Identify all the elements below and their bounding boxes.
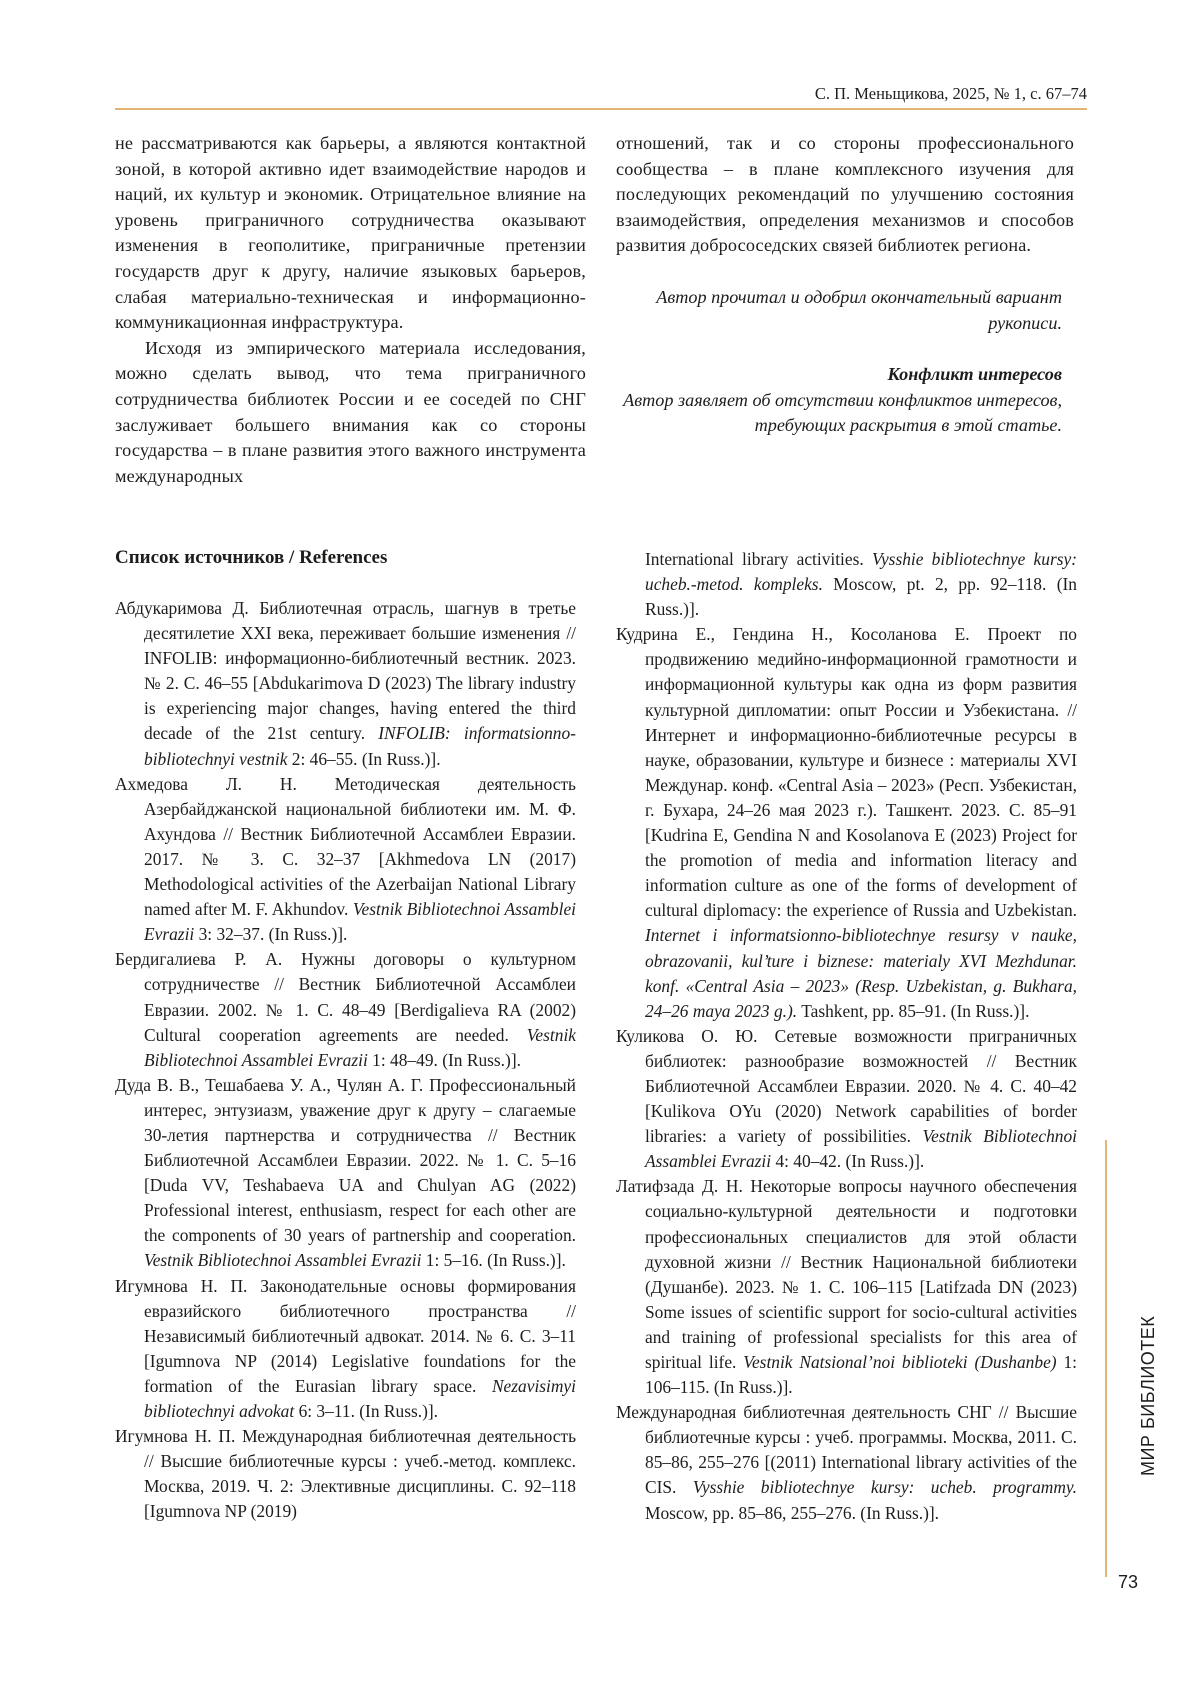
reference-text: Международная библиотечная деятельность СНГ // Высшие библиотечные курсы : учеб. программы. Москва, 2011. С. 85–86, 255–276 [(2011) International library activities of the CIS. xyxy=(616,1402,1077,1497)
body-paragraph: Исходя из эмпирического материала исследования, можно сделать вывод, что тема приграничного сотрудничества библиотек России и ее соседей по СНГ заслуживает большего внимания как со стороны государства – в плане развития этого важного инструмента международных xyxy=(115,336,586,490)
reference-tail: 6: 3–11. (In Russ.)]. xyxy=(299,1401,438,1421)
conflict-text: Автор заявляет об отсутствии конфликтов интересов, требующих раскрытия в этой статье. xyxy=(623,390,1062,436)
reference-entry xyxy=(115,596,576,772)
reference-journal: Vysshie bibliotechnye kursy: ucheb. programmy. xyxy=(693,1477,1077,1497)
reference-entry xyxy=(616,622,1077,1024)
reference-entry xyxy=(115,1424,576,1524)
reference-text: Бердигалиева Р. А. Нужны договоры о культурном сотрудничестве // Вестник Библиотечной Ассамблеи Евразии. 2002. № 1. С. 48–49 [Berdigalieva RA (2002) Cultural cooperation agreements are needed. xyxy=(115,949,576,1044)
reference-tail: 1: 5–16. (In Russ.)]. xyxy=(426,1250,566,1270)
reference-journal: Nezavisimyi bibliotechnyi advokat xyxy=(144,1376,576,1421)
reference-tail: 4: 40–42. (In Russ.)]. xyxy=(775,1151,924,1171)
reference-tail: 3: 32–37. (In Russ.)]. xyxy=(199,924,348,944)
reference-journal: Internet i informatsionno-bibliotechnye resursy v nauke, obrazovanii, kul’ture i biznese: materialy XVI Mezhdunar. konf. «Central Asia – 2023» (Resp. Uzbekistan, g. Bukhara, 24–26 maya 2023 g.). xyxy=(645,925,1077,1020)
running-header: С. П. Меньщикова, 2025, № 1, с. 67–74 xyxy=(115,84,1087,104)
reference-tail: 1: 48–49. (In Russ.)]. xyxy=(372,1050,521,1070)
reference-entry xyxy=(616,547,1077,622)
side-rule xyxy=(1105,1140,1107,1577)
body-right-column xyxy=(616,131,1074,439)
reference-text: Дуда В. В., Тешабаева У. А., Чулян А. Г. Профессиональный интерес, энтузиазм, уважение друг к другу – слагаемые 30-летия партнерства и сотрудничества // Вестник Библиотечной Ассамблеи Евразии. 2022. № 1. С. 5–16 [Duda VV, Teshabaeva UA and Chulyan AG (2022) Professional interest, enthusiasm, respect for each other are the components of 30 years of partnership and cooperation. xyxy=(115,1075,576,1246)
reference-text: Игумнова Н. П. Международная библиотечная деятельность // Высшие библиотечные курсы : учеб.-метод. комплекс. Москва, 2019. Ч. 2: Элективные дисциплины. С. 92–118 [Igumnova NP (2019) xyxy=(115,1426,576,1521)
references-left-column xyxy=(115,596,576,1524)
body-left-column xyxy=(115,131,586,489)
reference-entry xyxy=(115,947,576,1072)
reference-journal: Vestnik Bibliotechnoi Assamblei Evrazii xyxy=(144,1250,421,1270)
reference-journal: Vestnik Bibliotechnoi Assamblei Evrazii xyxy=(645,1126,1077,1171)
reference-entry xyxy=(616,1024,1077,1175)
reference-tail: Moscow, pp. 85–86, 255–276. (In Russ.)]. xyxy=(645,1503,939,1523)
reference-tail: Tashkent, pp. 85–91. (In Russ.)]. xyxy=(801,1001,1029,1021)
reference-entry xyxy=(616,1400,1077,1525)
reference-text: Игумнова Н. П. Законодательные основы формирования евразийского библиотечного пространства // Независимый библиотечный адвокат. 2014. № 6. С. 3–11 [Igumnova NP (2014) Legislative foundations for the formation of the Eurasian library space. xyxy=(115,1276,576,1396)
reference-journal: Vestnik Natsional’noi biblioteki (Dushanbe) xyxy=(743,1352,1056,1372)
conflict-title: Конфликт интересов xyxy=(888,364,1062,384)
reference-journal: Vysshie bibliotechnye kursy: ucheb.-metod. kompleks. xyxy=(645,549,1077,594)
reference-text: Кудрина Е., Гендина Н., Косоланова Е. Проект по продвижению медийно-информационной грамотности и информационной культуры как одна из форм развития культурной дипломатии: опыт России и Узбекистана. // Интернет и информационно-библиотечные ресурсы в науке, образовании, культуре и бизнесе : материалы XVI Междунар. конф. «Central Asia – 2023» (Респ. Узбекистан, г. Бухара, 24–26 мая 2023 г.). Ташкент. 2023. С. 85–91 [Kudrina E, Gendina N and Kosolanova E (2023) Project for the promotion of media and information literacy and information culture as one of the forms of development of cultural diplomacy: the experience of Russia and Uzbekistan. xyxy=(616,624,1077,920)
reference-entry xyxy=(115,1073,576,1274)
journal-title: МИР БИБЛИОТЕК xyxy=(1138,1316,1159,1476)
conflict-block xyxy=(616,362,1074,439)
header-rule xyxy=(115,108,1087,110)
body-paragraph: не рассматриваются как барьеры, а являются контактной зоной, в которой активно идет взаимодействие народов и наций, их культур и экономик. Отрицательное влияние на уровень приграничного сотрудничества оказывают изменения в геополитике, приграничные претензии государств друг к другу, наличие языковых барьеров, слабая материально-техническая и информационно-коммуникационная инфраструктура. xyxy=(115,131,586,336)
references-right-column xyxy=(616,547,1077,1526)
reference-tail: Moscow, pt. 2, pp. 92–118. (In Russ.)]. xyxy=(645,574,1077,619)
references-heading: Список источников / References xyxy=(115,547,387,569)
reference-journal: Vestnik Bibliotechnoi Assamblei Evrazii xyxy=(144,1025,576,1070)
reference-entry xyxy=(616,1174,1077,1400)
reference-journal: Vestnik Bibliotechnoi Assamblei Evrazii xyxy=(144,899,576,944)
page-number: 73 xyxy=(1118,1572,1138,1593)
reference-text: Куликова О. Ю. Сетевые возможности приграничных библиотек: разнообразие возможностей // Вестник Библиотечной Ассамблеи Евразии. 2020. № 4. С. 40–42 [Kulikova OYu (2020) Network capabilities of border libraries: a variety of possibilities. xyxy=(616,1026,1077,1146)
body-paragraph: отношений, так и со стороны профессионального сообщества – в плане комплексного изучения для последующих рекомендаций по улучшению состояния взаимодействия, определения механизмов и способов развития добрососедских связей библиотек региона. xyxy=(616,131,1074,259)
reference-tail: 2: 46–55. (In Russ.)]. xyxy=(292,749,441,769)
reference-tail: 1: 106–115. (In Russ.)]. xyxy=(645,1352,1077,1397)
reference-text: International library activities. xyxy=(645,549,864,569)
approval-note: Автор прочитал и одобрил окончательный вариант рукописи. xyxy=(616,285,1074,336)
reference-entry xyxy=(115,1274,576,1425)
reference-text: Абдукаримова Д. Библиотечная отрасль, шагнув в третье десятилетие XXI века, переживает большие изменения // INFOLIB: информационно-библиотечный вестник. 2023. № 2. С. 46–55 [Abdukarimova D (2023) The library industry is experiencing major changes, having entered the third decade of the 21st century. xyxy=(115,598,576,743)
reference-text: Ахмедова Л. Н. Методическая деятельность Азербайджанской национальной библиотеки им. М. Ф. Ахундова // Вестник Библиотечной Ассамблеи Евразии. 2017. № 3. С. 32–37 [Akhmedova LN (2017) Methodological activities of the Azerbaijan National Library named after M. F. Akhundov. xyxy=(115,774,576,919)
reference-journal: INFOLIB: informatsionno-bibliotechnyi vestnik xyxy=(144,723,576,768)
reference-entry xyxy=(115,772,576,948)
reference-text: Латифзада Д. Н. Некоторые вопросы научного обеспечения социально-культурной деятельности и подготовки профессиональных специалистов для этой области духовной жизни // Вестник Национальной библиотеки (Душанбе). 2023. № 1. С. 106–115 [Latifzada DN (2023) Some issues of scientific support for socio-cultural activities and training of professional specialists for this area of spiritual life. xyxy=(616,1176,1077,1372)
